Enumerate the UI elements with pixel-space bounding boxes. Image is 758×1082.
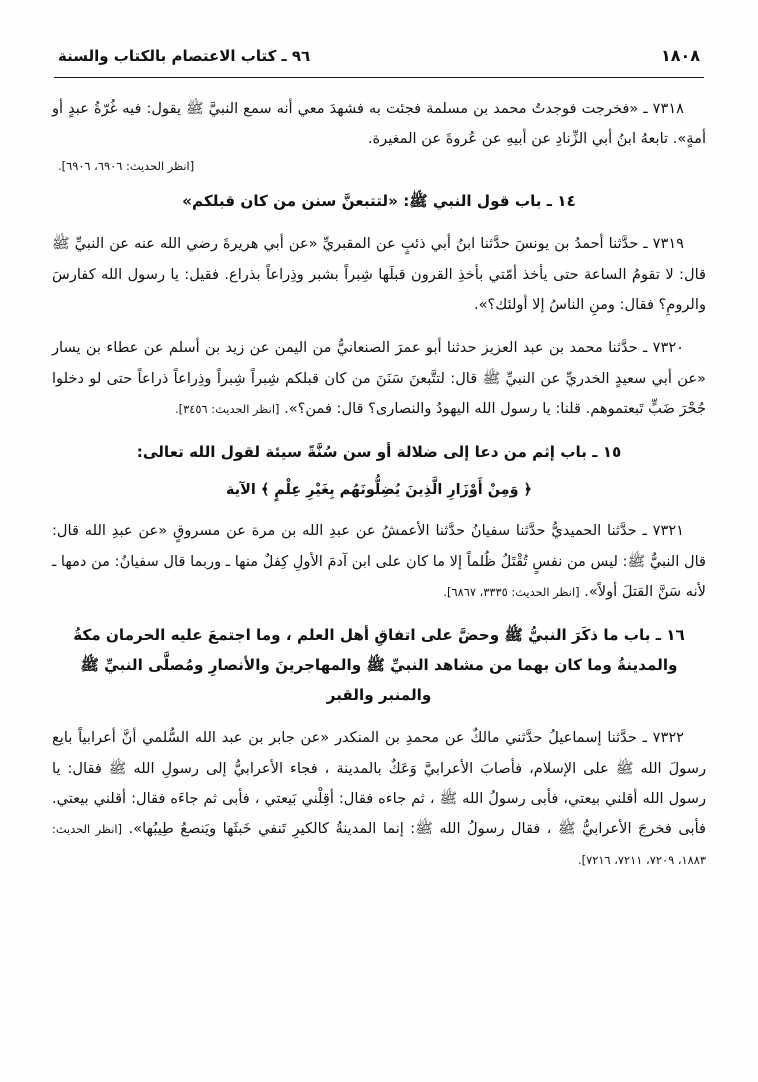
hadith-7321-text: ٧٣٢١ ـ حدَّثنا الحميديُّ حدَّثنا سفيانُ حدَّثنا الأعمشُ عن عبدِ الله بن مرة عن مسروقٍ «عن عبدِ الله قال: قال النبيُّ ﷺ: ليس من نفسٍ تُقْتَلُ ظُلماً إلا ما كان على ابن آدمَ الأولِ كِفلٌ منها ـ وربما قال سفيانُ: من دمها ـ لأنه سَنَّ القتلَ أولاً».	[52, 522, 706, 601]
hadith-7321	[52, 516, 706, 607]
page-header	[52, 46, 706, 69]
hadith-7320	[52, 333, 706, 424]
hadith-7321-reference: [انظر الحديث: ٣٣٣٥، ٦٨٦٧].	[443, 585, 580, 600]
header-chapter-title: ٩٦ ـ كتاب الاعتصام بالكتاب والسنة	[58, 47, 311, 65]
bab-16-heading: ١٦ ـ باب ما ذكَرَ النبيُّ ﷺ وحضَّ على اتفاقِ أهل العلم ، وما اجتمعَ عليه الحرمان مكةُ والمدينةُ وما كان بهما من مشاهد النبيِّ ﷺ والمهاجرينَ والأنصارِ ومُصلَّى النبيِّ ﷺ والمنبر والقبر	[73, 626, 685, 704]
hadith-7318-reference: [انظر الحديث: ٦٩٠٦، ٦٩٠٦].	[58, 158, 195, 173]
hadith-7322-text: ٧٣٢٢ ـ حدَّثنا إسماعيلُ حدَّثني مالكٌ عن محمدِ بن المنكدر «عن جابر بن عبد الله السُّلمي أنَّ أعرابياً بايع رسولَ الله ﷺ على الإسلام، فأصابَ الأعرابيَّ وَعَكٌ بالمدينة ، فجاء الأعرابيُّ إلى رسولِ الله ﷺ فقال: يا رسول الله أقلني بيعتي، فأبى رسولُ الله ﷺ ، ثم جاءه فقال: أقِلْني بَيعتي ، فأبى ثم جاءَه فقال: أقلني بيعتي. فأبى فخرجَ الأعرابيُّ ﷺ ، فقال رسولُ الله ﷺ: إنما المدينةُ كالكيرِ تَنفي خَبثَها ويَنصعُ طِيبُها».	[52, 729, 707, 838]
hadith-7322-reference: [انظر الحديث: ١٨٨٣، ٧٢٠٩، ٧٢١١، ٧٢١٦].	[52, 822, 706, 867]
bab-15-ayah: ﴿ وَمِنْ أَوْزَارِ الَّذِينَ يُضِلُّونَهُم بِغَيْرِ عِلْمٍ ﴾ الآية	[226, 482, 532, 499]
header-divider	[54, 77, 704, 78]
hadith-7322	[52, 723, 706, 875]
hadith-7320-reference: [انظر الحديث: ٣٤٥٦].	[175, 402, 280, 417]
header-page-number: ١٨٠٨	[660, 46, 700, 65]
bab-14-heading: ١٤ ـ باب قول النبي ﷺ: «لتتبعنَّ سنن من كان قبلكم»	[182, 191, 576, 210]
bab-15-heading: ١٥ ـ باب إثم من دعا إلى ضلالة أو سن سُنَّةً سيئة لقول الله تعالى:	[136, 443, 622, 462]
hadith-7320-text: ٧٣٢٠ ـ حدَّثنا محمد بن عبد العزيز حدثنا أبو عمرَ الصنعانيُّ من اليمن عن زيد بن أسلم عن عطاء بن يسار «عن أبي سعيدٍ الخدريِّ عن النبيِّ ﷺ قال: لتتَّبعنَ سَنَنَ من كان قبلكم شِبراً شِبراً وذِراعاً ذراعاً حتى لو دخلوا جُحْرَ ضَبٍّ تَبعتموهم. قلنا: يا رسول الله اليهودُ والنصارى؟ قال: فمن؟».	[52, 339, 706, 418]
hadith-7319: ٧٣١٩ ـ حدَّثنا أحمدُ بن يونسَ حدَّثنا ابنُ أبي ذئبٍ عن المقبريِّ «عن أبي هريرةَ رضي الله عنه عن النبيِّ ﷺ قال: لا تقومُ الساعة حتى يأخذ أمّتي بأخذِ القرون قبلَها شِبراً بشبر وذِراعاً بذراع. فقيل: يا رسول الله كفارسَ والرومِ؟ فقال: ومنِ الناسُ إلا أولئك؟».	[52, 235, 706, 314]
hadith-7318: ٧٣١٨ ـ «فخرجت فوجدتُ محمد بن مسلمة فجئت به فشهدَ معي أنه سمع النبيَّ ﷺ يقول: فيه غُرّةُ عبدٍ أو أمةٍ». تابعهُ ابنُ أبي الزِّنادِ عن أبيهِ عن عُروةَ عن المغيرة.	[52, 100, 706, 148]
